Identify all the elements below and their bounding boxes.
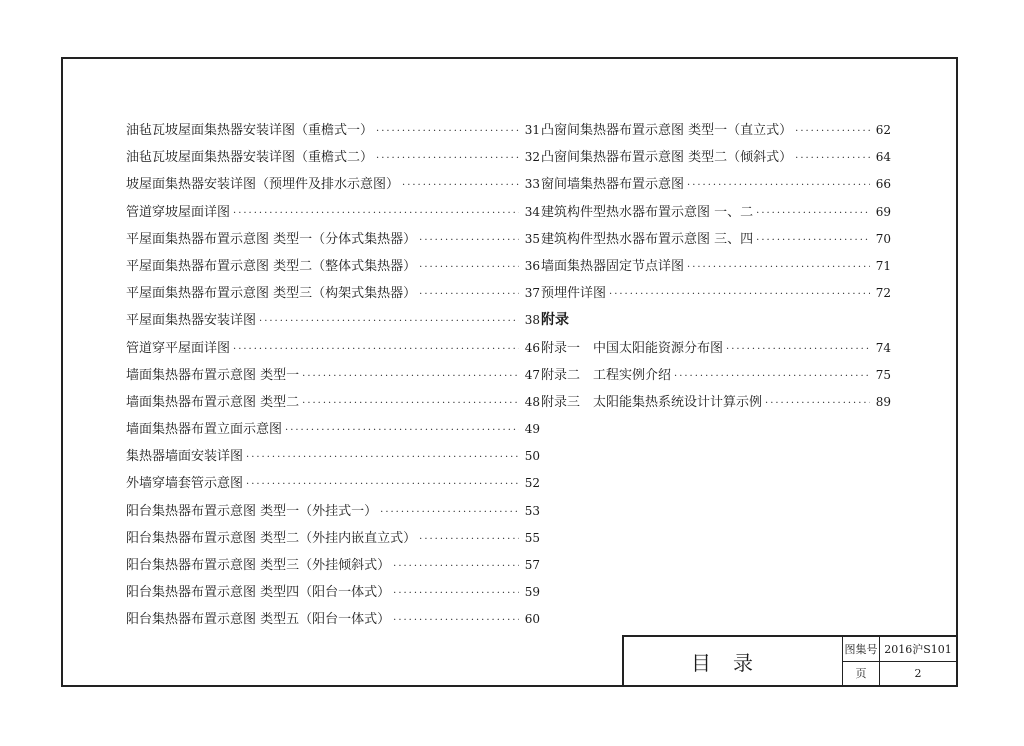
toc-entry-title: 管道穿平屋面详图	[126, 340, 231, 356]
toc-entry-title: 阳台集热器布置示意图 类型三（外挂倾斜式）	[126, 558, 391, 573]
dot-leader	[302, 371, 519, 382]
toc-entry-page: 32	[524, 150, 540, 165]
dot-leader	[687, 262, 870, 273]
dot-leader	[765, 398, 870, 409]
toc-entry-page: 48	[524, 394, 540, 409]
toc-entry	[126, 282, 540, 309]
toc-entry	[126, 119, 540, 146]
toc-entry-title: 管道穿坡屋面详图	[126, 204, 231, 220]
dot-leader	[233, 208, 519, 219]
toc-entry-title: 预埋件详图	[541, 286, 607, 302]
toc-entry	[126, 527, 540, 554]
toc-entry-title: 墙面集热器布置立面示意图	[126, 422, 283, 438]
dot-leader	[285, 425, 519, 436]
toc-entry-title: 外墙穿墙套管示意图	[126, 476, 244, 492]
toc-entry	[126, 500, 540, 527]
toc-entry-page: 74	[875, 340, 891, 355]
toc-entry	[126, 418, 540, 445]
dot-leader	[393, 561, 519, 572]
title-block	[622, 635, 958, 687]
drawing-frame	[61, 57, 958, 687]
toc-entry-title: 凸窗间集热器布置示意图 类型一（直立式）	[541, 123, 793, 138]
dot-leader	[756, 235, 870, 246]
toc-entry-page: 59	[524, 585, 540, 600]
toc-entry	[126, 337, 540, 364]
dot-leader	[419, 235, 519, 246]
toc-entry-page: 36	[524, 258, 540, 273]
toc-entry-page: 69	[875, 204, 891, 219]
dot-leader	[756, 208, 870, 219]
toc-entry	[126, 309, 540, 336]
toc-entry	[126, 146, 540, 173]
toc-entry-page: 55	[524, 530, 540, 545]
toc-entry-page: 38	[524, 313, 540, 328]
toc-entry-title: 墙面集热器布置示意图 类型一	[126, 367, 300, 383]
toc-entry-title: 墙面集热器固定节点详图	[541, 258, 685, 274]
toc-entry-title: 阳台集热器布置示意图 类型五（阳台一体式）	[126, 612, 391, 628]
dot-leader	[726, 344, 870, 355]
toc-entry-title: 油毡瓦坡屋面集热器安装详图（重檐式二）	[126, 150, 374, 166]
toc-entry	[126, 255, 540, 282]
title-block-grid	[843, 637, 956, 685]
toc-entry-page: 52	[524, 476, 540, 491]
toc-entry-page: 89	[875, 394, 891, 409]
toc-entry-page: 31	[524, 123, 540, 137]
dot-leader	[687, 180, 870, 191]
atlas-number-value: 2016沪S101	[884, 642, 952, 656]
dot-leader	[246, 452, 519, 463]
toc-entry	[126, 445, 540, 472]
toc-entry-title: 建筑构件型热水器布置示意图 一、二	[541, 204, 754, 220]
toc-entry-page: 49	[524, 422, 540, 437]
atlas-number-label: 图集号	[843, 637, 880, 661]
dot-leader	[419, 262, 519, 273]
dot-leader	[233, 344, 519, 355]
toc-entry	[541, 364, 891, 391]
dot-leader	[376, 153, 519, 164]
dot-leader	[380, 507, 519, 518]
toc-entry-page: 62	[875, 123, 891, 137]
toc-entry-page: 47	[524, 367, 540, 382]
toc-entry-title: 附录三 太阳能集热系统设计计算示例	[541, 394, 763, 410]
toc-entry	[126, 391, 540, 418]
toc-entry	[541, 337, 891, 364]
toc-entry-page: 60	[524, 612, 540, 627]
dot-leader	[674, 371, 870, 382]
toc-entry-page: 50	[524, 449, 540, 464]
toc-entry-page: 71	[875, 258, 891, 273]
toc-entry-title: 附录二 工程实例介绍	[541, 367, 672, 383]
toc-entry	[541, 119, 891, 146]
toc-entry-title: 附录一 中国太阳能资源分布图	[541, 340, 724, 356]
dot-leader	[419, 289, 519, 300]
dot-leader	[246, 479, 519, 490]
toc-entry-title: 油毡瓦坡屋面集热器安装详图（重檐式一）	[126, 123, 374, 138]
toc-entry	[126, 608, 540, 635]
toc-entry-page: 75	[875, 367, 891, 382]
toc-entry	[126, 554, 540, 581]
toc-entry-page: 53	[524, 503, 540, 518]
dot-leader	[402, 180, 519, 191]
toc-entry-title: 集热器墙面安装详图	[126, 449, 244, 465]
toc-entry-title: 平屋面集热器布置示意图 类型一（分体式集热器）	[126, 231, 417, 247]
toc-entry	[541, 282, 891, 309]
toc-entry-page: 35	[524, 231, 540, 246]
toc-left-column	[126, 119, 540, 636]
dot-leader	[376, 126, 519, 137]
toc-entry-title: 坡屋面集热器安装详图（预埋件及排水示意图）	[126, 177, 400, 193]
toc-entry-title: 平屋面集热器安装详图	[126, 313, 257, 329]
page-number-value: 2	[914, 666, 922, 680]
page-label: 页	[843, 662, 880, 686]
toc-entry	[541, 228, 891, 255]
toc-entry-page: 57	[524, 558, 540, 572]
dot-leader	[259, 316, 519, 327]
toc-entry-title: 平屋面集热器布置示意图 类型三（构架式集热器）	[126, 286, 417, 302]
toc-entry-title: 窗间墙集热器布置示意图	[541, 177, 685, 193]
toc-entry-page: 64	[875, 150, 891, 165]
toc-entry	[126, 581, 540, 608]
toc-entry	[541, 146, 891, 173]
toc-entry-page: 46	[524, 340, 540, 355]
toc-entry	[126, 364, 540, 391]
toc-entry-title: 建筑构件型热水器布置示意图 三、四	[541, 231, 754, 247]
toc-entry-title: 阳台集热器布置示意图 类型四（阳台一体式）	[126, 585, 391, 601]
toc-entry-title: 平屋面集热器布置示意图 类型二（整体式集热器）	[126, 258, 417, 274]
toc-entry-page: 34	[524, 204, 540, 219]
appendix-heading: 附录	[541, 312, 569, 329]
toc-entry	[541, 255, 891, 282]
dot-leader	[419, 534, 519, 545]
toc-entry-title: 阳台集热器布置示意图 类型一（外挂式一）	[126, 503, 378, 519]
dot-leader	[302, 398, 519, 409]
atlas-number-row	[843, 637, 956, 661]
toc-entry	[126, 201, 540, 228]
toc-entry-page: 33	[524, 177, 540, 192]
toc-entry-page: 70	[875, 231, 891, 246]
toc-entry-title: 墙面集热器布置示意图 类型二	[126, 394, 300, 410]
toc-entry-page: 66	[875, 177, 891, 192]
toc-entry-page: 37	[524, 286, 540, 301]
dot-leader	[393, 588, 519, 599]
dot-leader	[609, 289, 870, 300]
toc-entry	[541, 173, 891, 200]
toc-entry	[126, 173, 540, 200]
title-block-title: 目录	[624, 637, 843, 685]
toc-entry	[126, 228, 540, 255]
toc-entry-title: 阳台集热器布置示意图 类型二（外挂内嵌直立式）	[126, 530, 417, 546]
toc-entry-page: 72	[875, 286, 891, 301]
dot-leader	[795, 153, 870, 164]
dot-leader	[795, 126, 870, 137]
toc-entry	[541, 201, 891, 228]
toc-entry	[541, 391, 891, 418]
toc-entry-title: 凸窗间集热器布置示意图 类型二（倾斜式）	[541, 150, 793, 166]
toc-entry	[126, 472, 540, 499]
dot-leader	[393, 615, 519, 626]
toc-right-column	[541, 119, 891, 418]
page-row	[843, 661, 956, 686]
